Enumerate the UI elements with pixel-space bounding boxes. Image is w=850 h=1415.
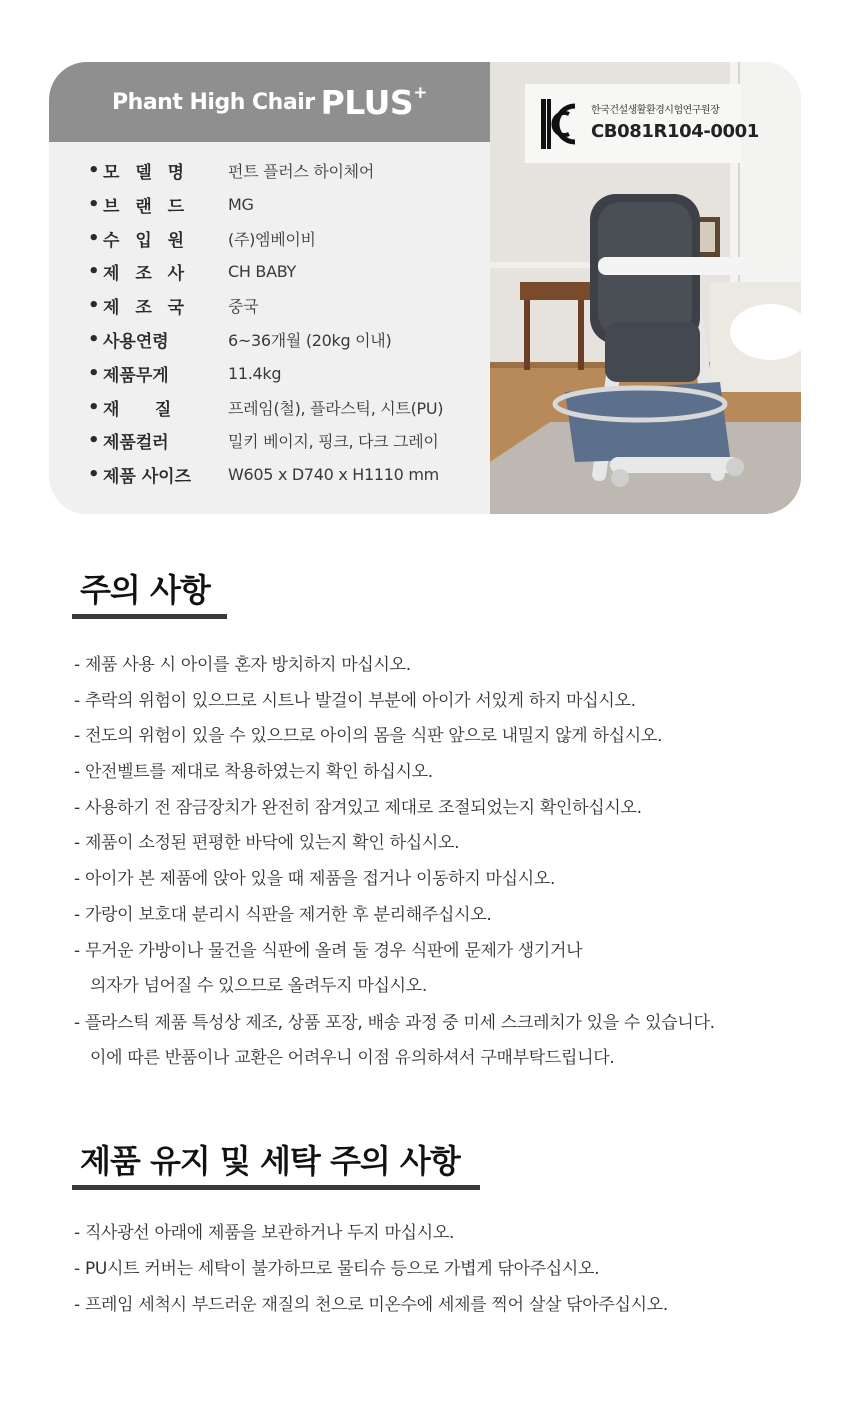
spec-row-importer — [49, 223, 490, 253]
caution-line: - 무거운 가방이나 물건을 식판에 올려 둘 경우 식판에 문제가 생기거나 — [74, 941, 583, 961]
spec-panel — [49, 62, 490, 514]
product-photo — [490, 62, 801, 514]
caution-line-continued: 이에 따른 반품이나 교환은 어려우니 이점 유의하셔서 구매부탁드립니다. — [90, 1048, 615, 1068]
caution-line: - 추락의 위험이 있으므로 시트나 발걸이 부분에 아이가 서있게 하지 마십시오. — [74, 691, 636, 711]
spec-value: CH BABY — [228, 261, 296, 281]
product-title-plus-sup: + — [413, 82, 427, 103]
spec-row-weight — [49, 358, 490, 388]
caution-line: - 가랑이 보호대 분리시 식판을 제거한 후 분리해주십시오. — [74, 905, 492, 925]
spec-row-country — [49, 290, 490, 320]
care-title: 제품 유지 및 세탁 주의 사항 — [80, 1142, 460, 1180]
spec-value: MG — [228, 194, 254, 214]
spec-label: 재 질 — [103, 399, 172, 420]
kc-certification-badge — [525, 84, 759, 163]
spec-label: 모 델 명 — [103, 162, 190, 183]
spec-value: 프레임(철), 플라스틱, 시트(PU) — [228, 398, 444, 418]
spec-bullet: • — [88, 294, 100, 316]
caution-title-underline — [72, 614, 227, 619]
spec-label: 수 입 원 — [103, 230, 190, 251]
care-line: - 프레임 세척시 부드러운 재질의 천으로 미온수에 세제를 찍어 살살 닦아주십시오. — [74, 1295, 669, 1315]
caution-line: - 아이가 본 제품에 앉아 있을 때 제품을 접거나 이동하지 마십시오. — [74, 869, 556, 889]
kc-org-name: 한국건설생활환경시험연구원장 — [591, 105, 720, 116]
spec-label: 사용연령 — [103, 331, 169, 352]
caution-line: - 제품 사용 시 아이를 혼자 방치하지 마십시오. — [74, 655, 411, 675]
care-title-underline — [72, 1185, 480, 1190]
caution-line: - 사용하기 전 잠금장치가 완전히 잠겨있고 제대로 조절되었는지 확인하십시오. — [74, 798, 642, 818]
spec-bullet: • — [88, 396, 100, 418]
spec-bullet: • — [88, 362, 100, 384]
spec-label: 제품 사이즈 — [103, 466, 192, 487]
spec-value: 펀트 플러스 하이체어 — [228, 161, 374, 181]
caution-line: - 전도의 위험이 있을 수 있으므로 아이의 몸을 식판 앞으로 내밀지 않게 하십시오. — [74, 726, 663, 746]
spec-card — [49, 62, 801, 514]
spec-value: 6~36개월 (20kg 이내) — [228, 330, 392, 350]
spec-row-color — [49, 425, 490, 455]
spec-row-age — [49, 324, 490, 354]
spec-row-manufacturer — [49, 256, 490, 286]
spec-value: 중국 — [228, 296, 259, 316]
spec-label: 브 랜 드 — [103, 196, 190, 217]
caution-line: - 플라스틱 제품 특성상 제조, 상품 포장, 배송 과정 중 미세 스크레치가 있을 수 있습니다. — [74, 1013, 715, 1033]
spec-bullet: • — [88, 429, 100, 451]
spec-bullet: • — [88, 227, 100, 249]
spec-value: 11.4kg — [228, 363, 282, 383]
spec-bullet: • — [88, 463, 100, 485]
spec-value: W605 x D740 x H1110 mm — [228, 464, 439, 484]
spec-label: 제품컬러 — [103, 432, 169, 453]
caution-title: 주의 사항 — [80, 571, 210, 609]
spec-bullet: • — [88, 193, 100, 215]
caution-line-continued: 의자가 넘어질 수 있으므로 올려두지 마십시오. — [90, 976, 427, 996]
kc-mark-icon — [539, 94, 579, 154]
care-line: - 직사광선 아래에 제품을 보관하거나 두지 마십시오. — [74, 1223, 455, 1243]
spec-row-size — [49, 459, 490, 489]
spec-label: 제 조 국 — [103, 297, 190, 318]
product-title-plus-text: PLUS — [320, 82, 414, 122]
spec-bullet: • — [88, 159, 100, 181]
care-line: - PU시트 커버는 세탁이 불가하므로 물티슈 등으로 가볍게 닦아주십시오. — [74, 1259, 600, 1279]
spec-value: (주)엠베이비 — [228, 229, 316, 249]
caution-line: - 제품이 소정된 편평한 바닥에 있는지 확인 하십시오. — [74, 833, 460, 853]
spec-row-model — [49, 155, 490, 185]
kc-cert-code: CB081R104-0001 — [591, 121, 759, 142]
product-title: Phant High Chair — [112, 89, 315, 115]
spec-value: 밀키 베이지, 핑크, 다크 그레이 — [228, 431, 439, 451]
spec-row-brand — [49, 189, 490, 219]
spec-row-material — [49, 392, 490, 422]
spec-label: 제품무게 — [103, 365, 169, 386]
spec-bullet: • — [88, 260, 100, 282]
product-title-plus — [321, 83, 427, 122]
caution-line: - 안전벨트를 제대로 착용하였는지 확인 하십시오. — [74, 762, 433, 782]
product-title-banner — [49, 62, 490, 142]
spec-bullet: • — [88, 328, 100, 350]
spec-label: 제 조 사 — [103, 263, 190, 284]
